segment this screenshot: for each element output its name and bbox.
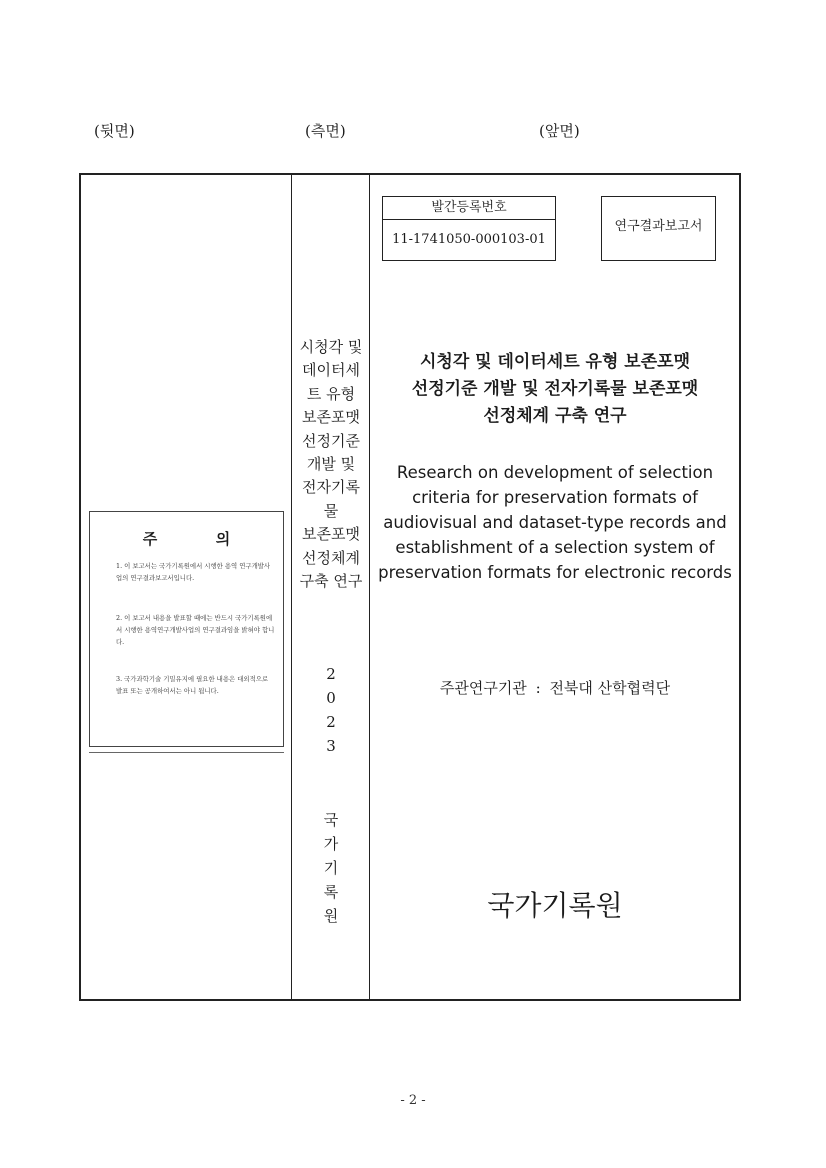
korean-title-line: 선정체계 구축 연구	[483, 406, 627, 426]
spine-organization	[293, 808, 369, 928]
spine-year-char: 3	[326, 737, 336, 755]
spine-title-line: 보존포맷	[302, 408, 360, 427]
spine-title-line: 데이터세	[302, 361, 360, 380]
spine-title-line: 트 유형	[306, 384, 356, 403]
publisher-name: 국가기록원	[487, 889, 623, 922]
notice-underline	[89, 752, 284, 753]
registration-label: 발간등록번호	[383, 197, 555, 220]
spine-title-line: 보존포맷	[302, 525, 360, 544]
english-title-line: establishment of a selection system of	[395, 538, 715, 557]
english-title-line: criteria for preservation formats of	[412, 488, 698, 507]
front-cover-label: (앞면)	[539, 122, 580, 140]
spine-title	[293, 336, 369, 593]
report-type: 연구결과보고서	[614, 219, 703, 234]
spine-title-line: 물	[323, 501, 339, 520]
notice-box	[89, 511, 284, 747]
organization-name: 전북대 산학협력단	[549, 679, 671, 697]
notice-item: 3. 국가과학기술 기밀유지에 필요한 내용은 대외적으로 발표 또는 공개하여서는 아니 됩니다.	[116, 675, 269, 695]
spine-org-char: 원	[323, 907, 339, 925]
notice-item: 2. 이 보고서 내용을 발표할 때에는 반드시 국가기록원에서 시행한 용역연구개발사업의 연구결과임을 밝혀야 합니다.	[116, 614, 275, 646]
notice-title-left: 주	[142, 530, 158, 548]
spine-label: (측면)	[305, 122, 346, 140]
spine-title-line: 선정기준	[302, 431, 360, 450]
korean-title-line: 시청각 및 데이터세트 유형 보존포맷	[419, 352, 690, 372]
spine-front-divider	[369, 173, 370, 1001]
english-title-line: preservation formats for electronic records	[378, 563, 732, 582]
organization-label: 주관연구기관	[439, 679, 527, 697]
registration-number: 11-1741050-000103-01	[392, 232, 546, 247]
spine-org-char: 기	[323, 859, 339, 877]
spine-title-line: 구축 연구	[299, 572, 363, 591]
korean-title-line: 선정기준 개발 및 전자기록물 보존포맷	[411, 379, 699, 399]
spine-title-line: 시청각 및	[299, 338, 363, 356]
back-cover-label: (뒷면)	[94, 122, 135, 140]
registration-box	[382, 196, 556, 261]
korean-title	[375, 349, 735, 430]
spine-org-char: 국	[323, 811, 339, 829]
spine-title-line: 선정체계	[302, 548, 360, 567]
research-organization	[372, 677, 738, 698]
spine-title-line: 전자기록	[302, 478, 360, 497]
notice-title-right: 의	[215, 530, 231, 548]
spine-year-char: 2	[326, 665, 336, 683]
spine-year-char: 0	[326, 689, 336, 707]
spine-title-line: 개발 및	[306, 455, 356, 474]
back-spine-divider	[291, 173, 292, 1001]
notice-item: 1. 이 보고서는 국가기록원에서 시행한 용역 연구개발사업의 연구결과보고서입니다.	[116, 562, 271, 582]
english-title	[372, 460, 738, 585]
spine-year-char: 2	[326, 713, 336, 731]
report-type-box	[601, 196, 716, 261]
spine-org-char: 록	[323, 883, 339, 901]
english-title-line: audiovisual and dataset-type records and	[383, 513, 727, 532]
spine-year	[293, 662, 369, 758]
english-title-line: Research on development of selection	[396, 463, 714, 482]
notice-title	[90, 528, 283, 549]
page-number: - 2 -	[400, 1093, 426, 1108]
organization-separator: :	[535, 679, 541, 697]
spine-org-char: 가	[323, 835, 339, 853]
